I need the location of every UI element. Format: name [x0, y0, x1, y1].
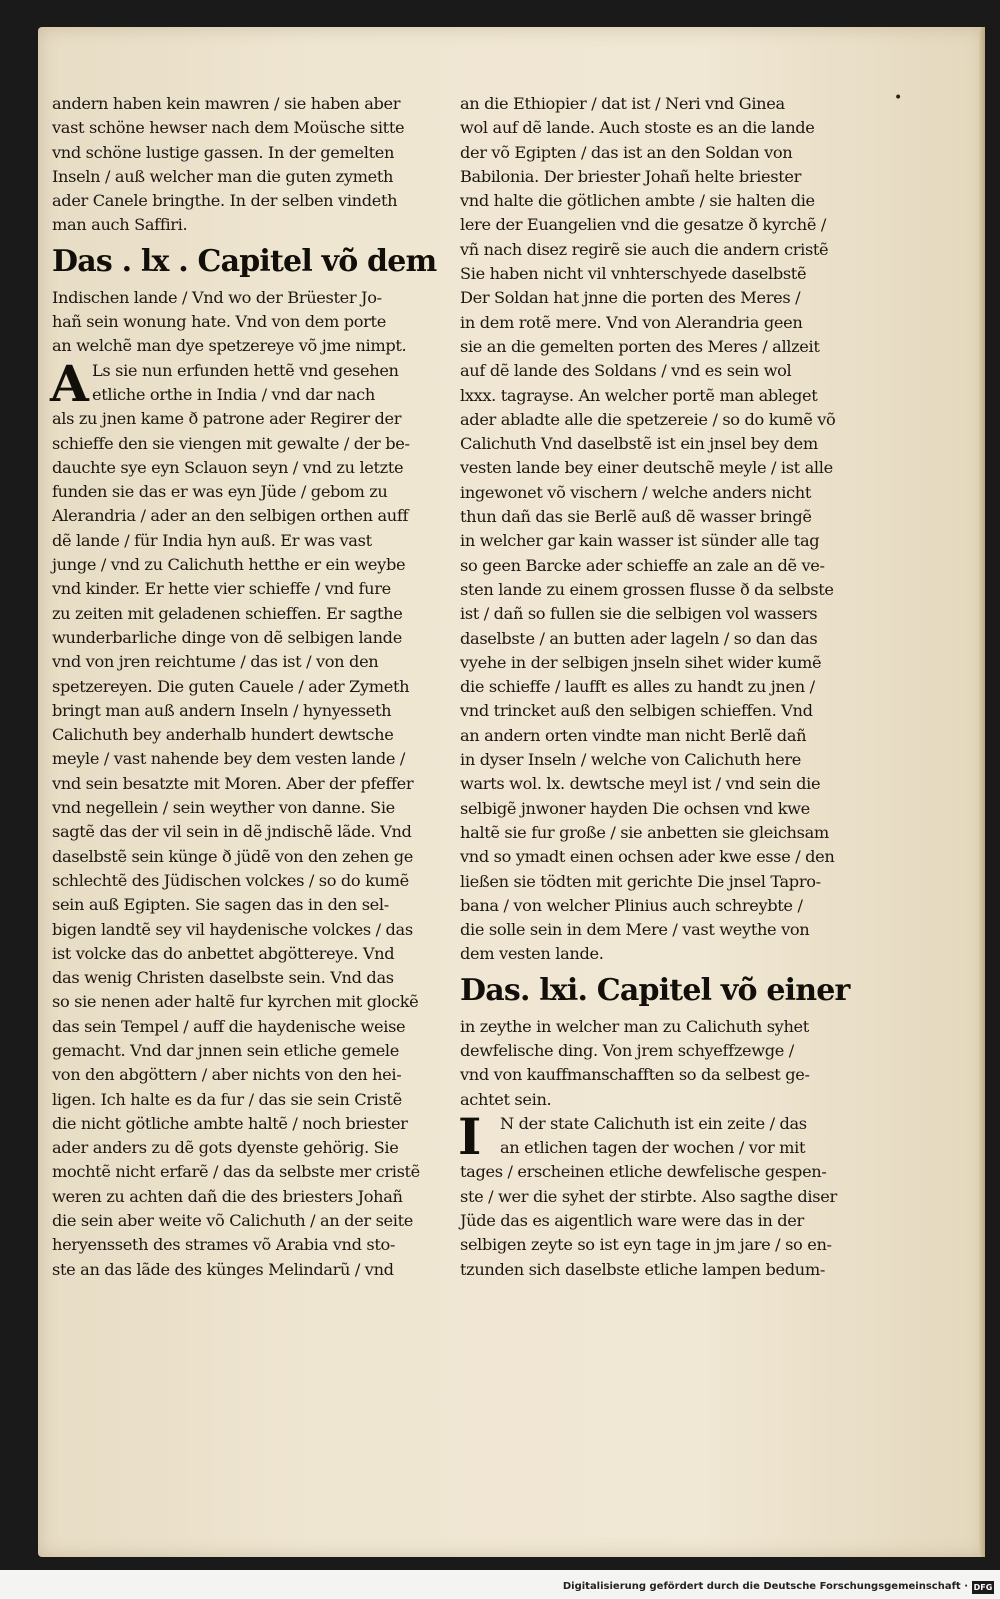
- right-top-text: [460, 92, 840, 967]
- dfg-logo: DFG: [973, 1583, 993, 1592]
- text-line: auf dẽ lande des Soldans / vnd es sein wol: [460, 361, 792, 381]
- text-line: funden sie das er was eyn Jüde / gebom zu: [52, 482, 388, 502]
- text-line: schlechtẽ des Jüdischen volckes / so do kumẽ: [52, 870, 409, 890]
- text-line: bringt man auß andern Inseln / hynyesseth: [52, 700, 392, 720]
- text-line: thun dañ das sie Berlẽ auß dẽ wasser bringẽ: [460, 507, 812, 527]
- text-line: heryensseth des strames võ Arabia vnd sto-: [52, 1235, 395, 1255]
- text-line: junge / vnd zu Calichuth hetthe er ein weybe: [52, 555, 406, 575]
- text-line: etliche orthe in India / vnd dar nach: [92, 384, 375, 404]
- text-line: schieffe den sie viengen mit gewalte / der be-: [52, 433, 410, 453]
- text-line: vnd von jren reichtume / das ist / von den: [52, 652, 379, 672]
- text-line: sie an die gemelten porten des Meres / allzeit: [460, 336, 820, 356]
- text-line: vast schöne hewser nach dem Moüsche sitte: [52, 118, 405, 138]
- text-line: in dyser Inseln / welche von Calichuth here: [460, 750, 802, 770]
- text-line: das sein Tempel / auff die haydenische weise: [52, 1016, 406, 1036]
- text-line: bigen landtẽ sey vil haydenische volckes / das: [52, 919, 413, 939]
- chapter-heading-lxi: Das. lxi. Capitel võ einer: [460, 972, 850, 1008]
- text-line: vnd trincket auß den selbigen schieffen. Vnd: [460, 701, 813, 721]
- text-line: gemacht. Vnd dar jnnen sein etliche gemele: [52, 1040, 399, 1060]
- text-line: die nicht götliche ambte haltẽ / noch briester: [52, 1113, 408, 1133]
- text-line: lxxx. tagrayse. An welcher portẽ man ableget: [460, 385, 818, 405]
- text-line: der võ Egipten / das ist an den Soldan von: [460, 142, 793, 162]
- subtitle-line: Indischen lande / Vnd wo der Brüester Jo-: [52, 287, 382, 307]
- text-line: in dem rotẽ mere. Vnd von Alerandria geen: [460, 312, 803, 332]
- text-line: wunderbarliche dinge von dẽ selbigen lande: [52, 627, 402, 647]
- text-line: an andern orten vindte man nicht Berlẽ dañ: [460, 725, 807, 745]
- text-line: zu zeiten mit geladenen schieffen. Er sagthe: [52, 603, 403, 623]
- right-column: [458, 92, 850, 1282]
- text-line: man auch Saffiri.: [52, 215, 188, 235]
- subtitle-line: achtet sein.: [460, 1089, 552, 1109]
- text-line: ist volcke das do anbettet abgöttereye. Vnd: [52, 943, 395, 963]
- text-line: andern haben kein mawren / sie haben aber: [52, 94, 401, 113]
- text-line: weren zu achten dañ die des briesters Johañ: [52, 1186, 403, 1206]
- text-line: Calichuth bey anderhalb hundert dewtsche: [52, 725, 394, 745]
- text-line: Sie haben nicht vil vnhterschyede daselbstẽ: [460, 264, 807, 284]
- text-line: in welcher gar kain wasser ist sünder alle tag: [460, 531, 820, 551]
- text-line: ader anders zu dẽ gots dyenste gehörig. Sie: [52, 1138, 399, 1158]
- text-line: vnd negellein / sein weyther von danne. Sie: [52, 798, 395, 818]
- text-line: an etlichen tagen der wochen / vor mit: [500, 1138, 806, 1158]
- left-top-text: [52, 92, 428, 238]
- text-line: lere der Euangelien vnd die gesatze ð kyrchẽ /: [460, 215, 826, 235]
- chapter-body-lx: [50, 353, 428, 1282]
- text-line: Inseln / auß welcher man die guten zymeth: [52, 166, 394, 186]
- text-line: dem vesten lande.: [460, 944, 604, 964]
- text-line: haltẽ sie fur große / sie anbetten sie gleichsam: [460, 822, 829, 842]
- text-line: ader Canele bringthe. In der selben vindeth: [52, 191, 398, 211]
- text-line: ist / dañ so fullen sie die selbigen vol wassers: [460, 604, 818, 624]
- text-line: meyle / vast nahende bey dem vesten lande /: [52, 749, 406, 769]
- text-line: von den abgöttern / aber nichts von den hei-: [52, 1065, 402, 1085]
- chapter-body-lxi: [458, 1106, 840, 1282]
- text-line: wol auf dẽ lande. Auch stoste es an die lande: [460, 118, 815, 138]
- text-line: Calichuth Vnd daselbstẽ ist ein jnsel bey dem: [460, 434, 818, 454]
- text-line: tzunden sich daselbste etliche lampen bedum-: [460, 1259, 825, 1279]
- text-line: dauchte sye eyn Sclauon seyn / vnd zu letzte: [52, 457, 404, 477]
- margin-mark: •: [894, 90, 903, 106]
- text-line: selbigẽ jnwoner hayden Die ochsen vnd kwe: [460, 798, 810, 818]
- chapter-heading-lx: Das . lx . Capitel võ dem: [52, 243, 437, 279]
- text-line: sein auß Egipten. Sie sagen das in den sel-: [52, 895, 389, 915]
- text-line: vnd so ymadt einen ochsen ader kwe esse / den: [460, 847, 835, 867]
- subtitle-line: vnd von kauffmanschafften so da selbest ge-: [460, 1065, 810, 1085]
- left-column: [50, 92, 437, 1282]
- text-line: vnd sein besatzte mit Moren. Aber der pfeffer: [52, 773, 414, 793]
- text-line: dẽ lande / für India hyn auß. Er was vast: [52, 530, 372, 550]
- subtitle-line: dewfelische ding. Von jrem schyeffzewge /: [460, 1040, 794, 1060]
- text-line: tages / erscheinen etliche dewfelische gespen-: [460, 1162, 827, 1182]
- text-line: vyehe in der selbigen jnseln sihet wider kumẽ: [460, 652, 822, 672]
- text-line: ligen. Ich halte es da fur / das sie sein Cristẽ: [52, 1089, 402, 1109]
- text-line: so sie nenen ader haltẽ fur kyrchen mit glockẽ: [52, 992, 419, 1012]
- text-line: als zu jnen kame ð patrone ader Regirer der: [52, 409, 402, 429]
- text-line: spetzereyen. Die guten Cauele / ader Zymeth: [52, 676, 410, 696]
- text-line: das wenig Christen daselbste sein. Vnd das: [52, 968, 394, 988]
- subtitle-line: in zeythe in welcher man zu Calichuth syhet: [460, 1016, 809, 1036]
- text-line: ste / wer die syhet der stirbte. Also sagthe diser: [460, 1186, 837, 1206]
- drop-cap-initial: A: [50, 353, 89, 413]
- text-line: die sein aber weite võ Calichuth / an der seite: [52, 1211, 413, 1231]
- text-line: Alerandria / ader an den selbigen orthen auff: [52, 506, 409, 526]
- text-line: Ls sie nun erfunden hettẽ vnd gesehen: [92, 360, 399, 380]
- text-line: an die Ethiopier / dat ist / Neri vnd Ginea: [460, 94, 785, 113]
- text-line: daselbstẽ sein künge ð jüdẽ von den zehen ge: [52, 846, 413, 866]
- text-line: bana / von welcher Plinius auch schreybte /: [460, 895, 803, 915]
- text-line: ingewonet võ vischern / welche anders nicht: [460, 482, 812, 502]
- text-line: vnd halte die götlichen ambte / sie halten die: [460, 191, 815, 211]
- text-line: sten lande zu einem grossen flusse ð da selbste: [460, 579, 834, 599]
- text-line: ader abladte alle die spetzereie / so do kumẽ võ: [460, 409, 836, 429]
- text-line: daselbste / an butten ader lageln / so dan das: [460, 628, 818, 648]
- text-line: selbigen zeyte so ist eyn tage in jm jare / so en-: [460, 1235, 832, 1255]
- text-line: vesten lande bey einer deutschẽ meyle / ist alle: [460, 458, 833, 478]
- drop-cap-initial: I: [458, 1106, 482, 1166]
- text-line: N der state Calichuth ist ein zeite / das: [500, 1113, 807, 1133]
- text-line: die schieffe / laufft es alles zu handt zu jnen /: [460, 677, 815, 697]
- text-line: vnd kinder. Er hette vier schieffe / vnd fure: [52, 579, 391, 599]
- text-line: Jüde das es aigentlich ware were das in der: [460, 1211, 804, 1231]
- chapter-subtitle-lxi: [460, 1015, 840, 1112]
- text-line: mochtẽ nicht erfarẽ / das da selbste mer cristẽ: [52, 1162, 420, 1182]
- page-edge: [979, 27, 985, 1557]
- text-line: ließen sie tödten mit gerichte Die jnsel Tapro-: [460, 871, 821, 891]
- text-line: Babilonia. Der briester Johañ helte briester: [460, 166, 802, 186]
- text-line: vñ nach disez regirẽ sie auch die andern cristẽ: [460, 239, 829, 259]
- chapter-subtitle-lx: [52, 286, 428, 359]
- text-line: vnd schöne lustige gassen. In der gemelten: [52, 142, 395, 162]
- text-line: Der Soldan hat jnne die porten des Meres /: [460, 288, 801, 308]
- subtitle-line: hañ sein wonung hate. Vnd von dem porte: [52, 312, 386, 332]
- footer-credit: Digitalisierung gefördert durch die Deutsche Forschungsgemeinschaft ·: [562, 1581, 968, 1592]
- text-line: so geen Barcke ader schieffe an zale an dẽ ve-: [460, 555, 825, 575]
- text-line: die solle sein in dem Mere / vast weythe von: [460, 920, 810, 940]
- text-line: ste an das lãde des künges Melindarũ / vnd: [52, 1259, 394, 1279]
- subtitle-line: an welchẽ man dye spetzereye võ jme nimpt.: [52, 336, 407, 356]
- text-line: warts wol. lx. dewtsche meyl ist / vnd sein die: [460, 774, 821, 794]
- text-line: sagtẽ das der vil sein in dẽ jndischẽ lãde. Vnd: [52, 822, 412, 842]
